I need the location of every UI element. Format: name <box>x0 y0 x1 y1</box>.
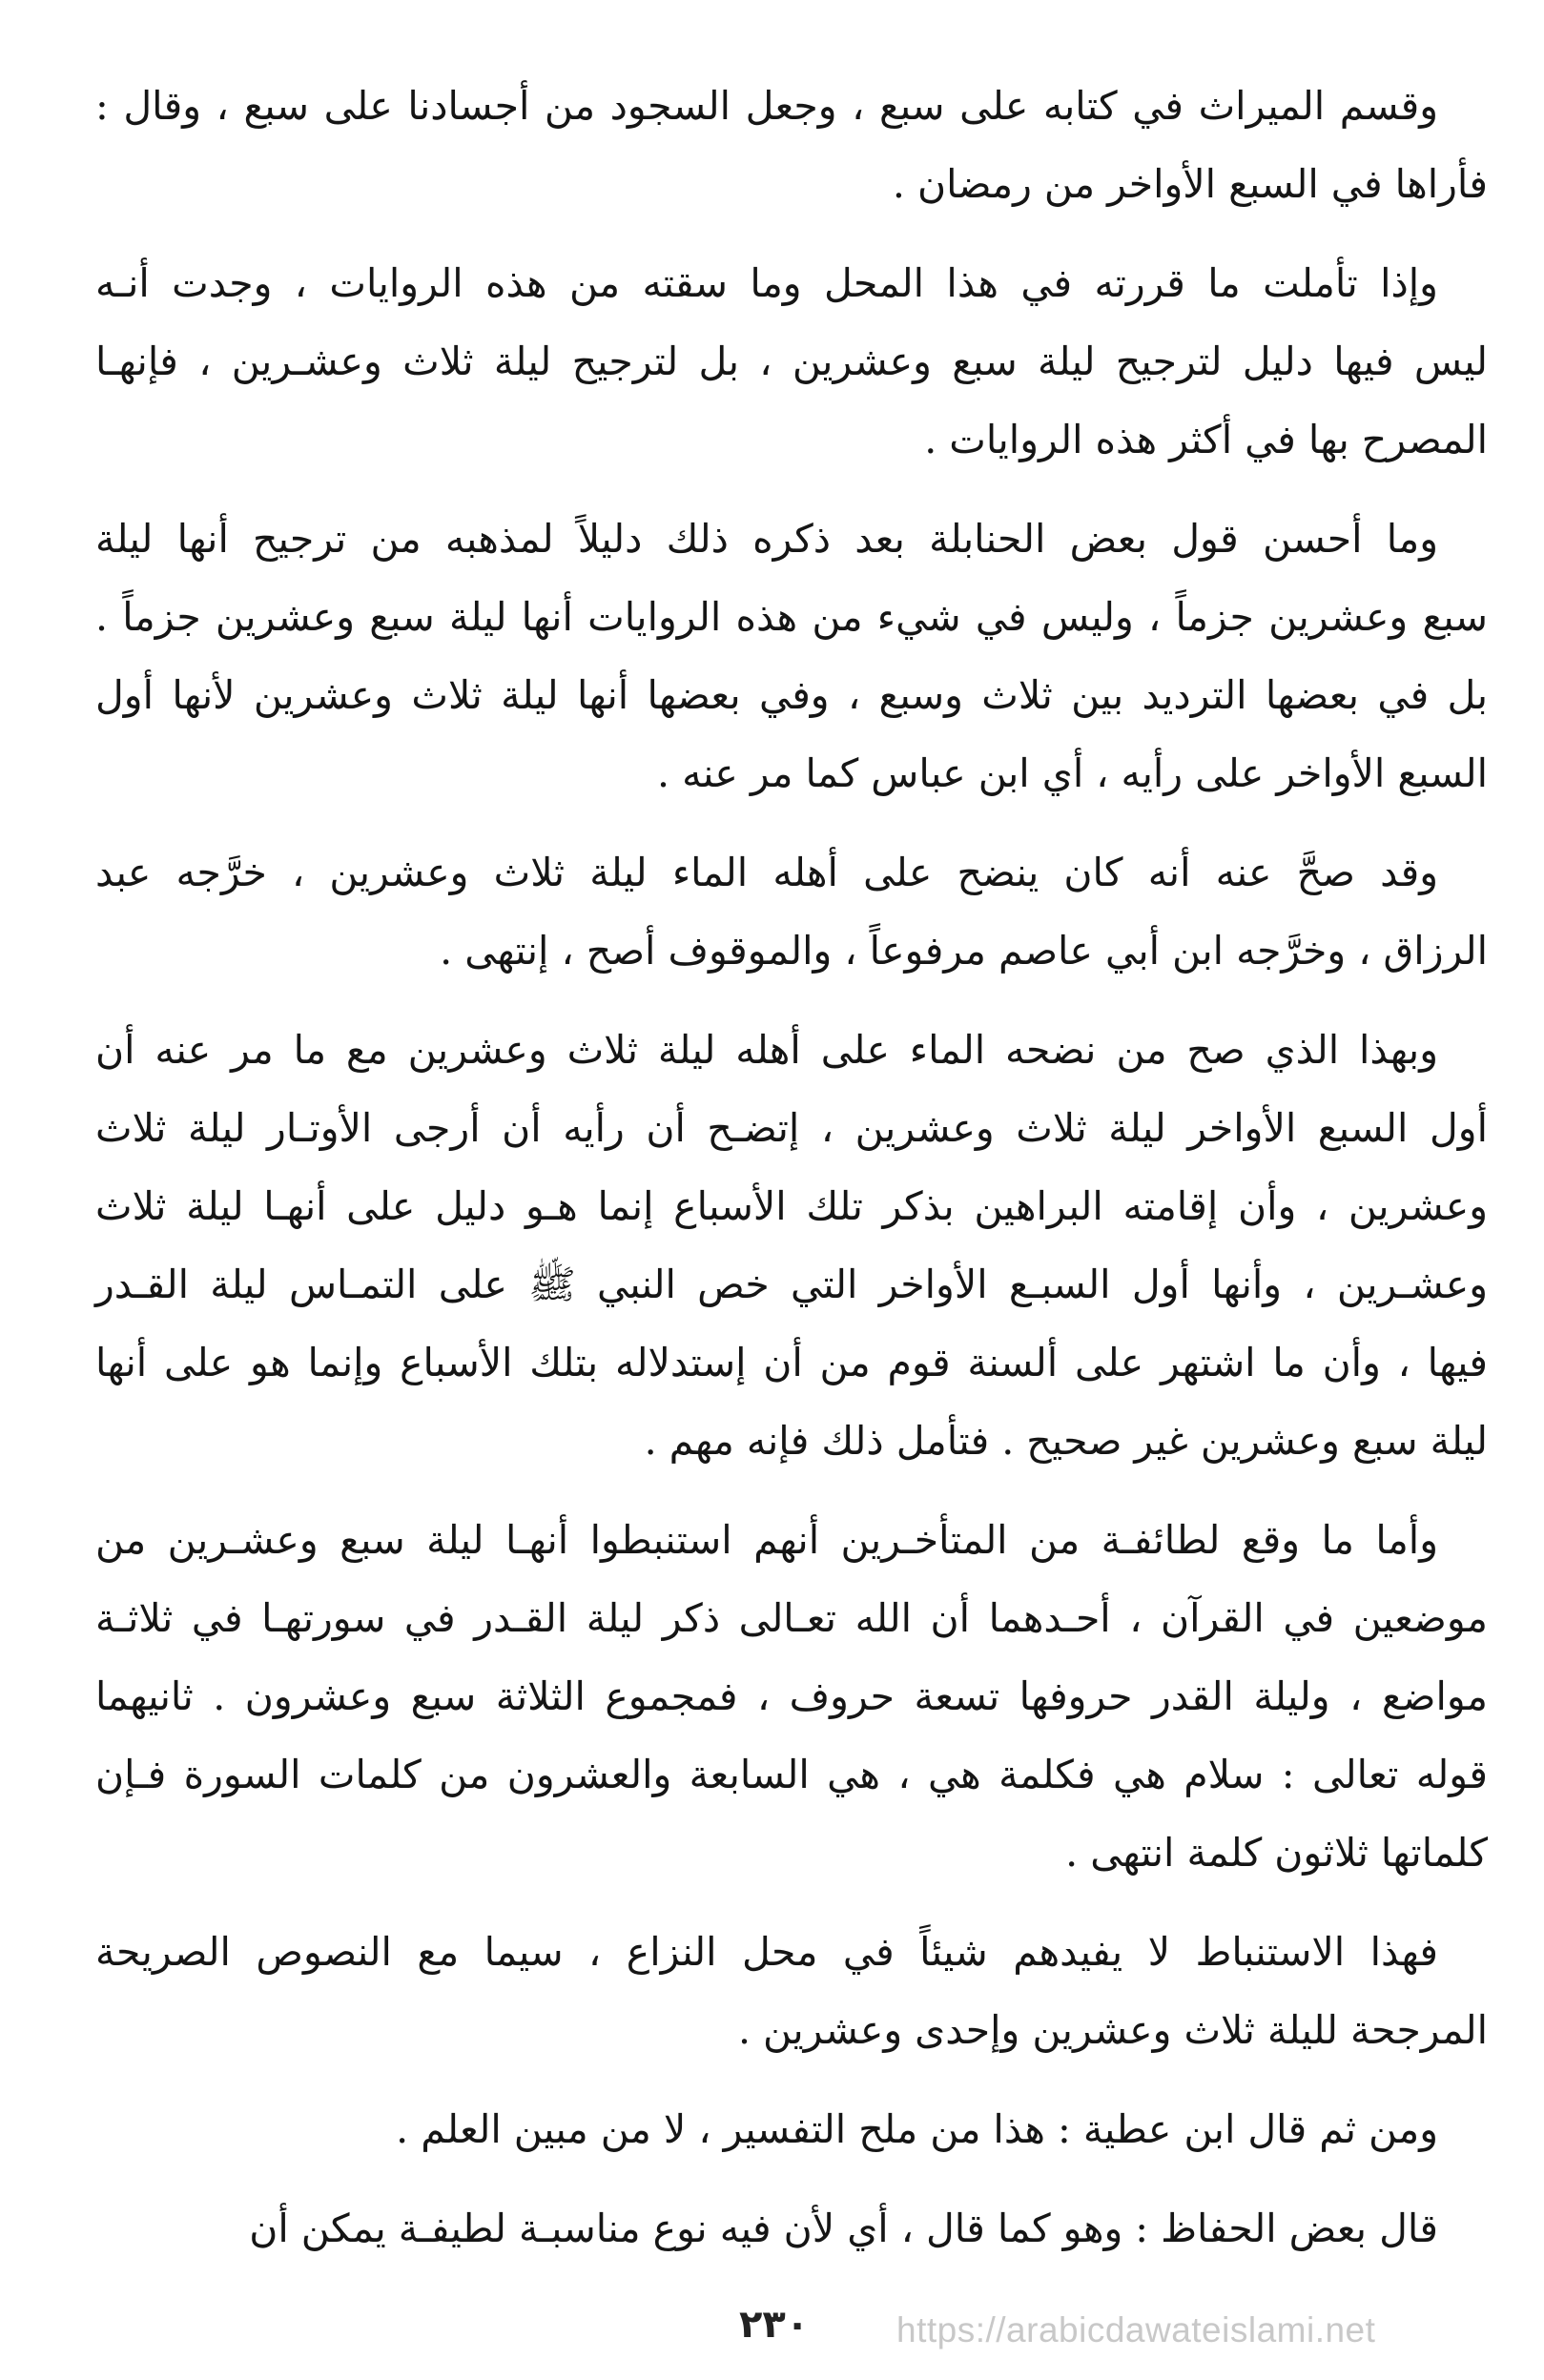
text-line: وعشرين ، وأن إقامته البراهين بذكر تلك الأسباع إنما هـو دليل على أنهـا ليلة ثلاث <box>95 1183 1488 1229</box>
text-line: ليلة سبع وعشرين غير صحيح . فتأمل ذلك فإنه مهم . <box>644 1418 1488 1464</box>
text-line: فأراها في السبع الأواخر من رمضان . <box>892 161 1488 207</box>
watermark-url: https://arabicdawateislami.net <box>896 2310 1376 2349</box>
page-number: ٢٣٠ <box>739 2303 810 2347</box>
paragraph <box>95 67 1488 223</box>
paragraph <box>95 500 1488 812</box>
text-line: موضعين في القرآن ، أحـدهما أن الله تعـالى ذكر ليلة القـدر في سورتهـا في ثلاثـة <box>95 1595 1488 1641</box>
text-line: مواضع ، وليلة القدر حروفها تسعة حروف ، فمجموع الثلاثة سبع وعشرون . ثانيهما <box>95 1673 1488 1719</box>
paragraph <box>95 1011 1488 1480</box>
text-line: المصرح بها في أكثر هذه الروايات . <box>924 417 1488 462</box>
text-line: السبع الأواخر على رأيه ، أي ابن عباس كما مر عنه . <box>657 750 1488 796</box>
paragraph <box>95 1913 1488 2069</box>
text-line: قال بعض الحفاظ : وهو كما قال ، أي لأن فيه نوع مناسبـة لطيفـة يمكن أن <box>249 2206 1438 2251</box>
paragraph <box>95 833 1488 990</box>
text-line: وقد صحَّ عنه أنه كان ينضح على أهله الماء ليلة ثلاث وعشرين ، خرَّجه عبد <box>95 850 1438 895</box>
text-line: فهذا الاستنباط لا يفيدهم شيئاً في محل النزاع ، سيما مع النصوص الصريحة <box>95 1929 1438 1975</box>
paragraph <box>95 244 1488 479</box>
text-line: ليس فيها دليل لترجيح ليلة سبع وعشرين ، بل لترجيح ليلة ثلاث وعشـرين ، فإنهـا <box>95 339 1488 384</box>
text-line: فيها ، وأن ما اشتهر على ألسنة قوم من أن إستدلاله بتلك الأسباع وإنما هو على أنها <box>95 1340 1488 1385</box>
page-footer <box>0 2303 1544 2360</box>
paragraph <box>95 2189 1488 2267</box>
text-line: وعشـرين ، وأنها أول السبـع الأواخر التي خص النبي ﷺ على التمـاس ليلة القـدر <box>95 1262 1488 1307</box>
paragraph <box>95 1501 1488 1892</box>
text-line: كلماتها ثلاثون كلمة انتهى . <box>1065 1830 1488 1876</box>
text-line: ومن ثم قال ابن عطية : هذا من ملح التفسير ، لا من مبين العلم . <box>396 2106 1438 2152</box>
text-line: وبهذا الذي صح من نضحه الماء على أهله ليلة ثلاث وعشرين مع ما مر عنه أن <box>95 1027 1438 1073</box>
paragraph <box>95 2090 1488 2168</box>
page-body <box>95 67 1488 2288</box>
text-line: سبع وعشرين جزماً ، وليس في شيء من هذه الروايات أنها ليلة سبع وعشرين جزماً . <box>95 594 1488 640</box>
text-line: بل في بعضها الترديد بين ثلاث وسبع ، وفي بعضها أنها ليلة ثلاث وعشرين لأنها أول <box>95 672 1488 718</box>
text-line: وما أحسن قول بعض الحنابلة بعد ذكره ذلك دليلاً لمذهبه من ترجيح أنها ليلة <box>95 516 1438 562</box>
text-line: وقسم الميراث في كتابه على سبع ، وجعل السجود من أجسادنا على سبع ، وقال : <box>95 83 1438 129</box>
text-line: وإذا تأملت ما قررته في هذا المحل وما سقته من هذه الروايات ، وجدت أنـه <box>95 260 1438 306</box>
text-line: الرزاق ، وخرَّجه ابن أبي عاصم مرفوعاً ، والموقوف أصح ، إنتهى . <box>440 928 1488 974</box>
text-line: المرجحة لليلة ثلاث وعشرين وإحدى وعشرين . <box>737 2007 1488 2053</box>
text-line: أول السبع الأواخر ليلة ثلاث وعشرين ، إتضـح أن رأيه أن أرجى الأوتـار ليلة ثلاث <box>95 1105 1488 1151</box>
text-line: وأما ما وقع لطائفـة من المتأخـرين أنهم استنبطوا أنهـا ليلة سبع وعشـرين من <box>95 1517 1438 1563</box>
text-line: قوله تعالى : سلام هي فكلمة هي ، هي السابعة والعشرون من كلمات السورة فـإن <box>95 1752 1488 1797</box>
